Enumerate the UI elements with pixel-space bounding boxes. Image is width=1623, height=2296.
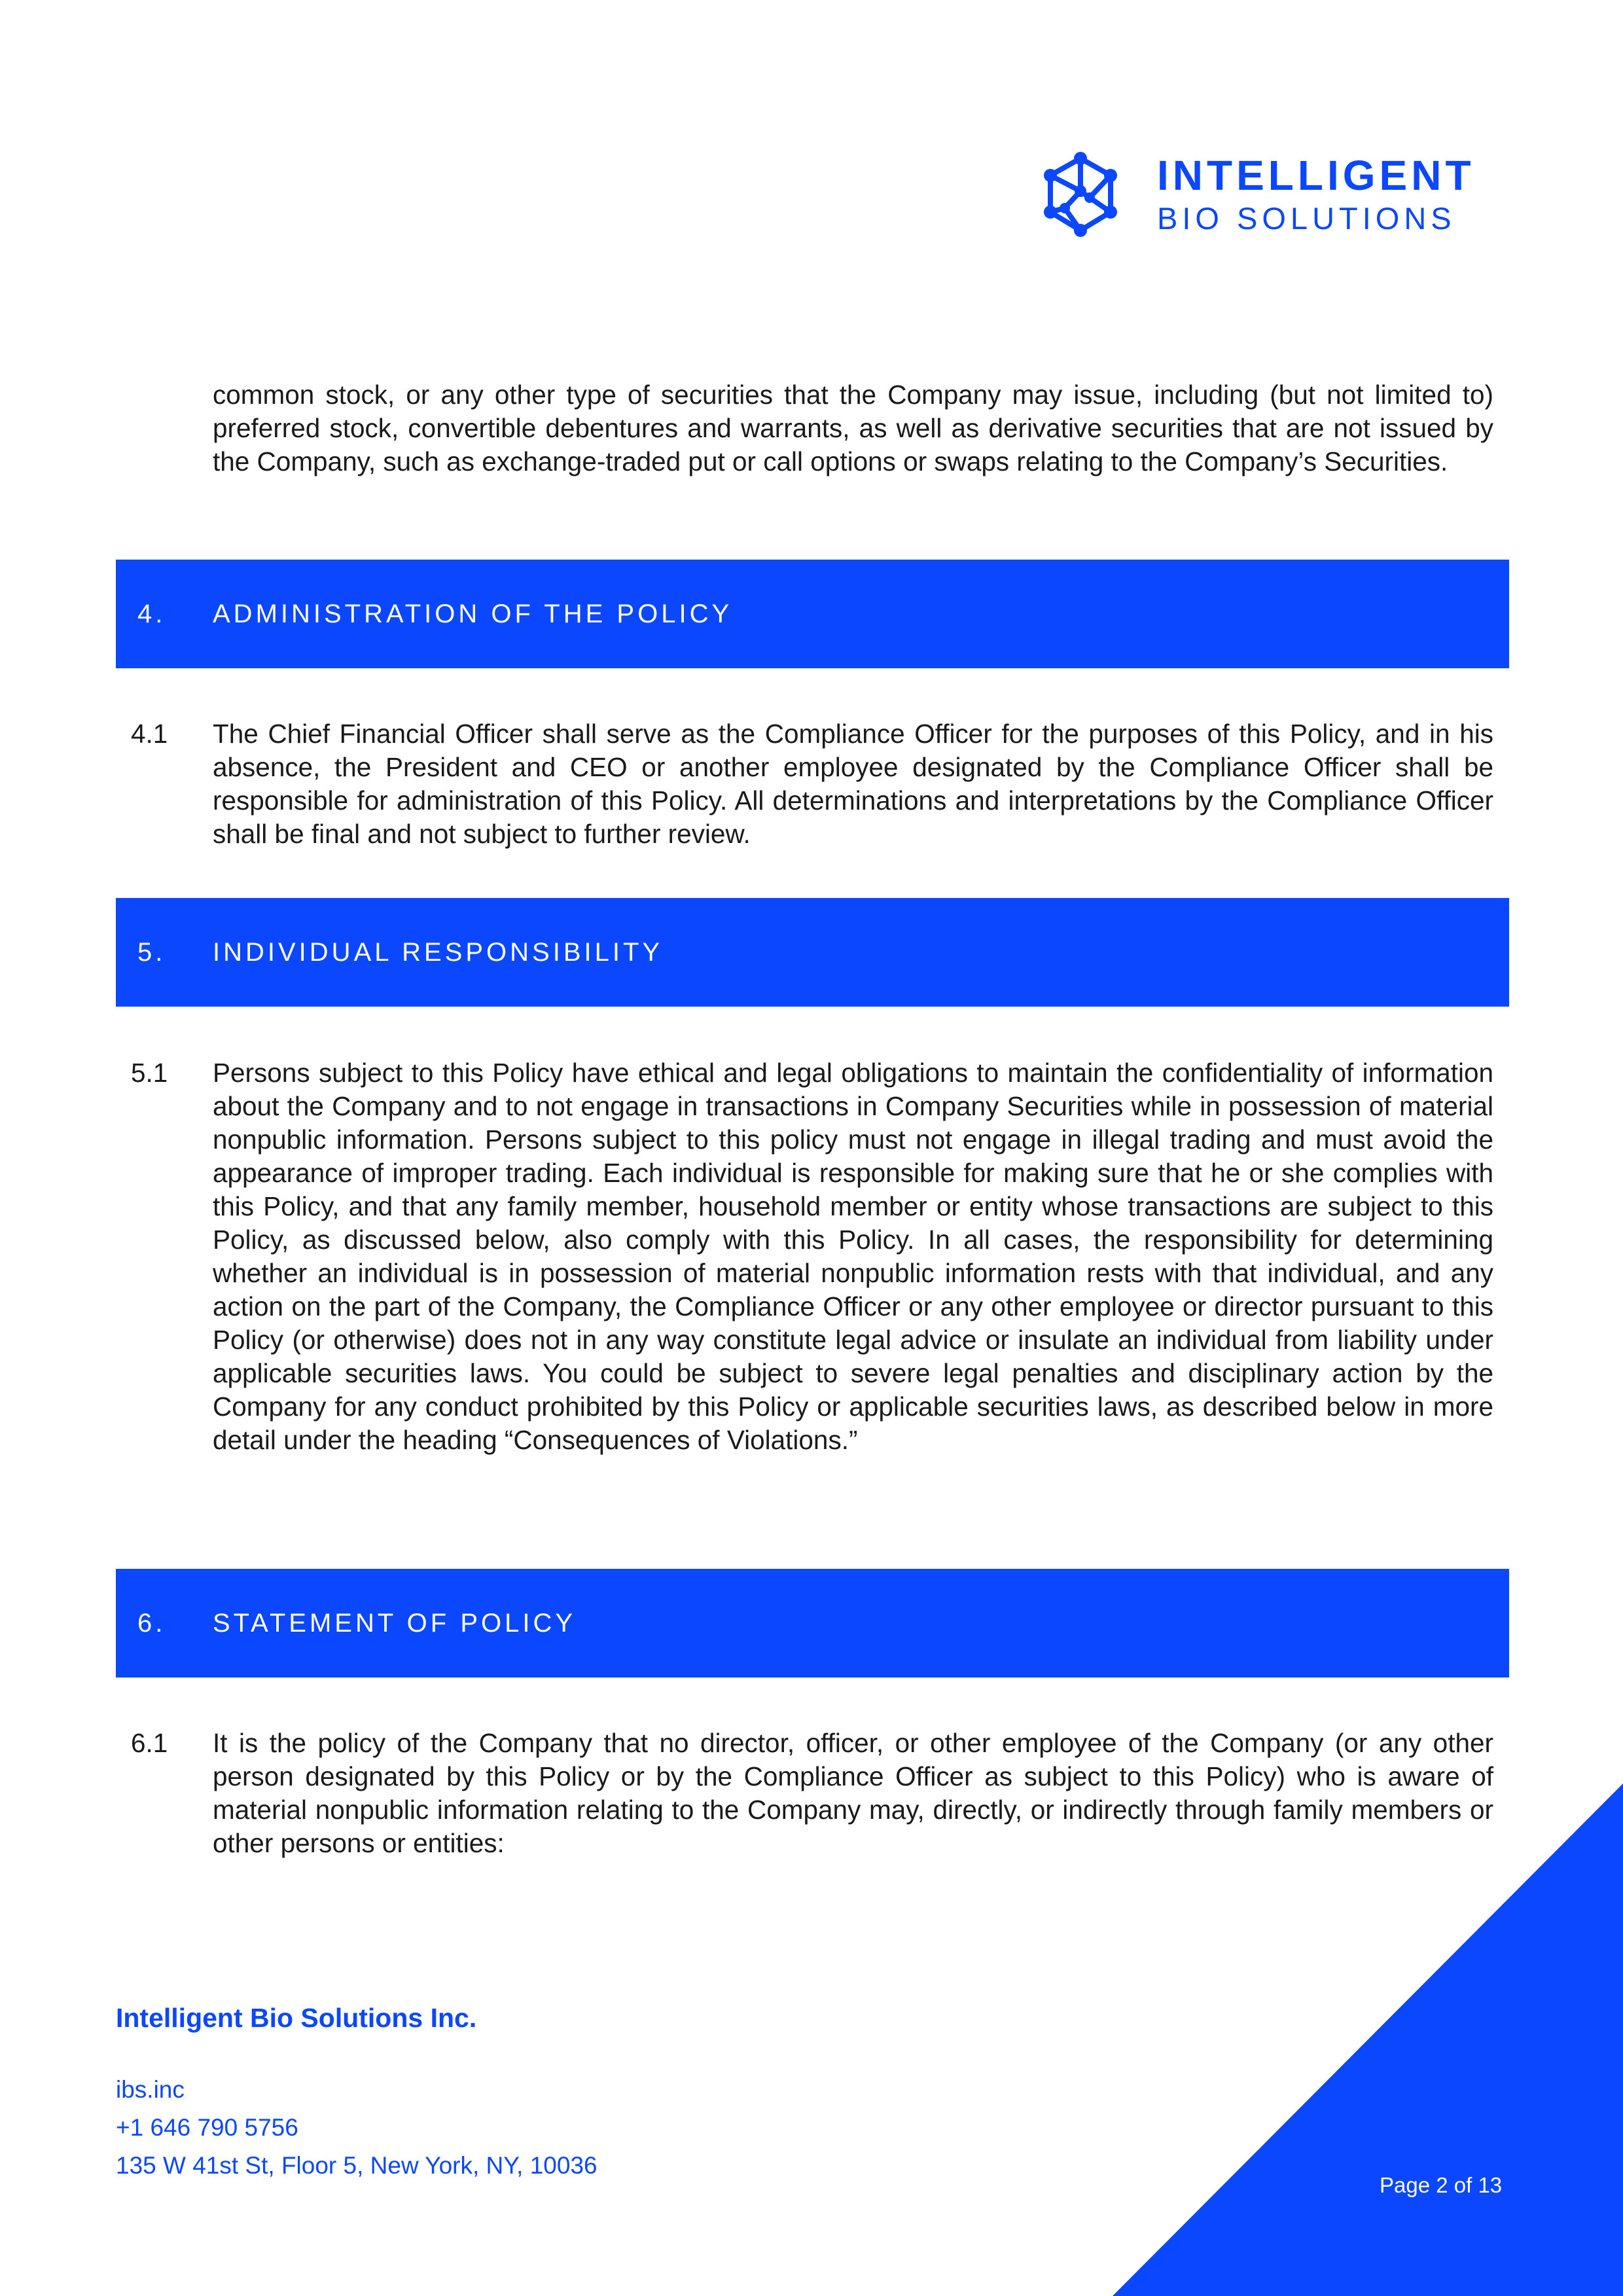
section-heading-5 [116, 898, 1509, 1007]
paragraph-4-1: The Chief Financial Officer shall serve as the Compliance Officer for the purposes of this Policy, and in his absence, the President and CEO or another employee designated by the Compliance Officer shall be responsible for administration of this Policy. All determinations and interpretations by the Compliance Officer shall be final and not subject to further review. [213, 719, 1493, 849]
logo-wordmark-top: INTELLIGENT [1157, 152, 1475, 199]
footer-website-link[interactable]: ibs.inc [116, 2076, 185, 2103]
paragraph-5-1: Persons subject to this Policy have ethical and legal obligations to maintain the confidentiality of information about the Company and to not engage in transactions in Company Securities while in possession of material nonpublic information. Persons subject to this policy must not engage in illegal trading and must avoid the appearance of improper trading. Each individual is responsible for making sure that he or she complies with this Policy, and that any family member, household member or entity whose transactions are subject to this Policy, as discussed below, also comply with this Policy. In all cases, the responsibility for determining whether an individual is in possession of material nonpublic information rests with that individual, and any action on the part of the Company, the Compliance Officer or any other employee or director pursuant to this Policy (or otherwise) does not in any way constitute legal advice or insulate an individual from liability under applicable securities laws. You could be subject to severe legal penalties and disciplinary action by the Company for any conduct prohibited by this Policy or applicable securities laws, as described below in more detail under the heading “Consequences of Violations.” [213, 1058, 1493, 1455]
section-heading-4 [116, 560, 1509, 668]
paragraph-6-1: It is the policy of the Company that no director, officer, or other employee of the Company (or any other person designated by this Policy or by the Compliance Officer as subject to this Policy) who is aware of material nonpublic information relating to the Company may, directly, or indirectly through family members or other persons or entities: [213, 1728, 1493, 1858]
section-heading-6 [116, 1569, 1509, 1677]
paragraph-number-4-1: 4.1 [131, 719, 168, 749]
section-title: INDIVIDUAL RESPONSIBILITY [213, 938, 664, 967]
company-logo [1037, 152, 1508, 243]
footer-address: 135 W 41st St, Floor 5, New York, NY, 10036 [116, 2152, 597, 2179]
section-title: STATEMENT OF POLICY [213, 1609, 577, 1638]
intro-paragraph: common stock, or any other type of securities that the Company may issue, including (but not limited to) preferred stock, convertible debentures and warrants, as well as derivative securities that are not issued by the Company, such as exchange-traded put or call options or swaps relating to the Company’s Securities. [213, 380, 1493, 476]
page-number: Page 2 of 13 [1380, 2173, 1503, 2197]
section-number: 6. [137, 1609, 166, 1638]
section-title: ADMINISTRATION OF THE POLICY [213, 600, 733, 628]
paragraph-number-6-1: 6.1 [131, 1728, 168, 1758]
section-number: 4. [137, 600, 166, 628]
logo-wordmark-bottom: BIO SOLUTIONS [1157, 201, 1456, 236]
molecule-logo-icon [1037, 152, 1124, 238]
section-number: 5. [137, 938, 166, 967]
footer-phone[interactable]: +1 646 790 5756 [116, 2114, 298, 2141]
footer-company-name: Intelligent Bio Solutions Inc. [116, 2003, 477, 2033]
paragraph-number-5-1: 5.1 [131, 1058, 168, 1088]
